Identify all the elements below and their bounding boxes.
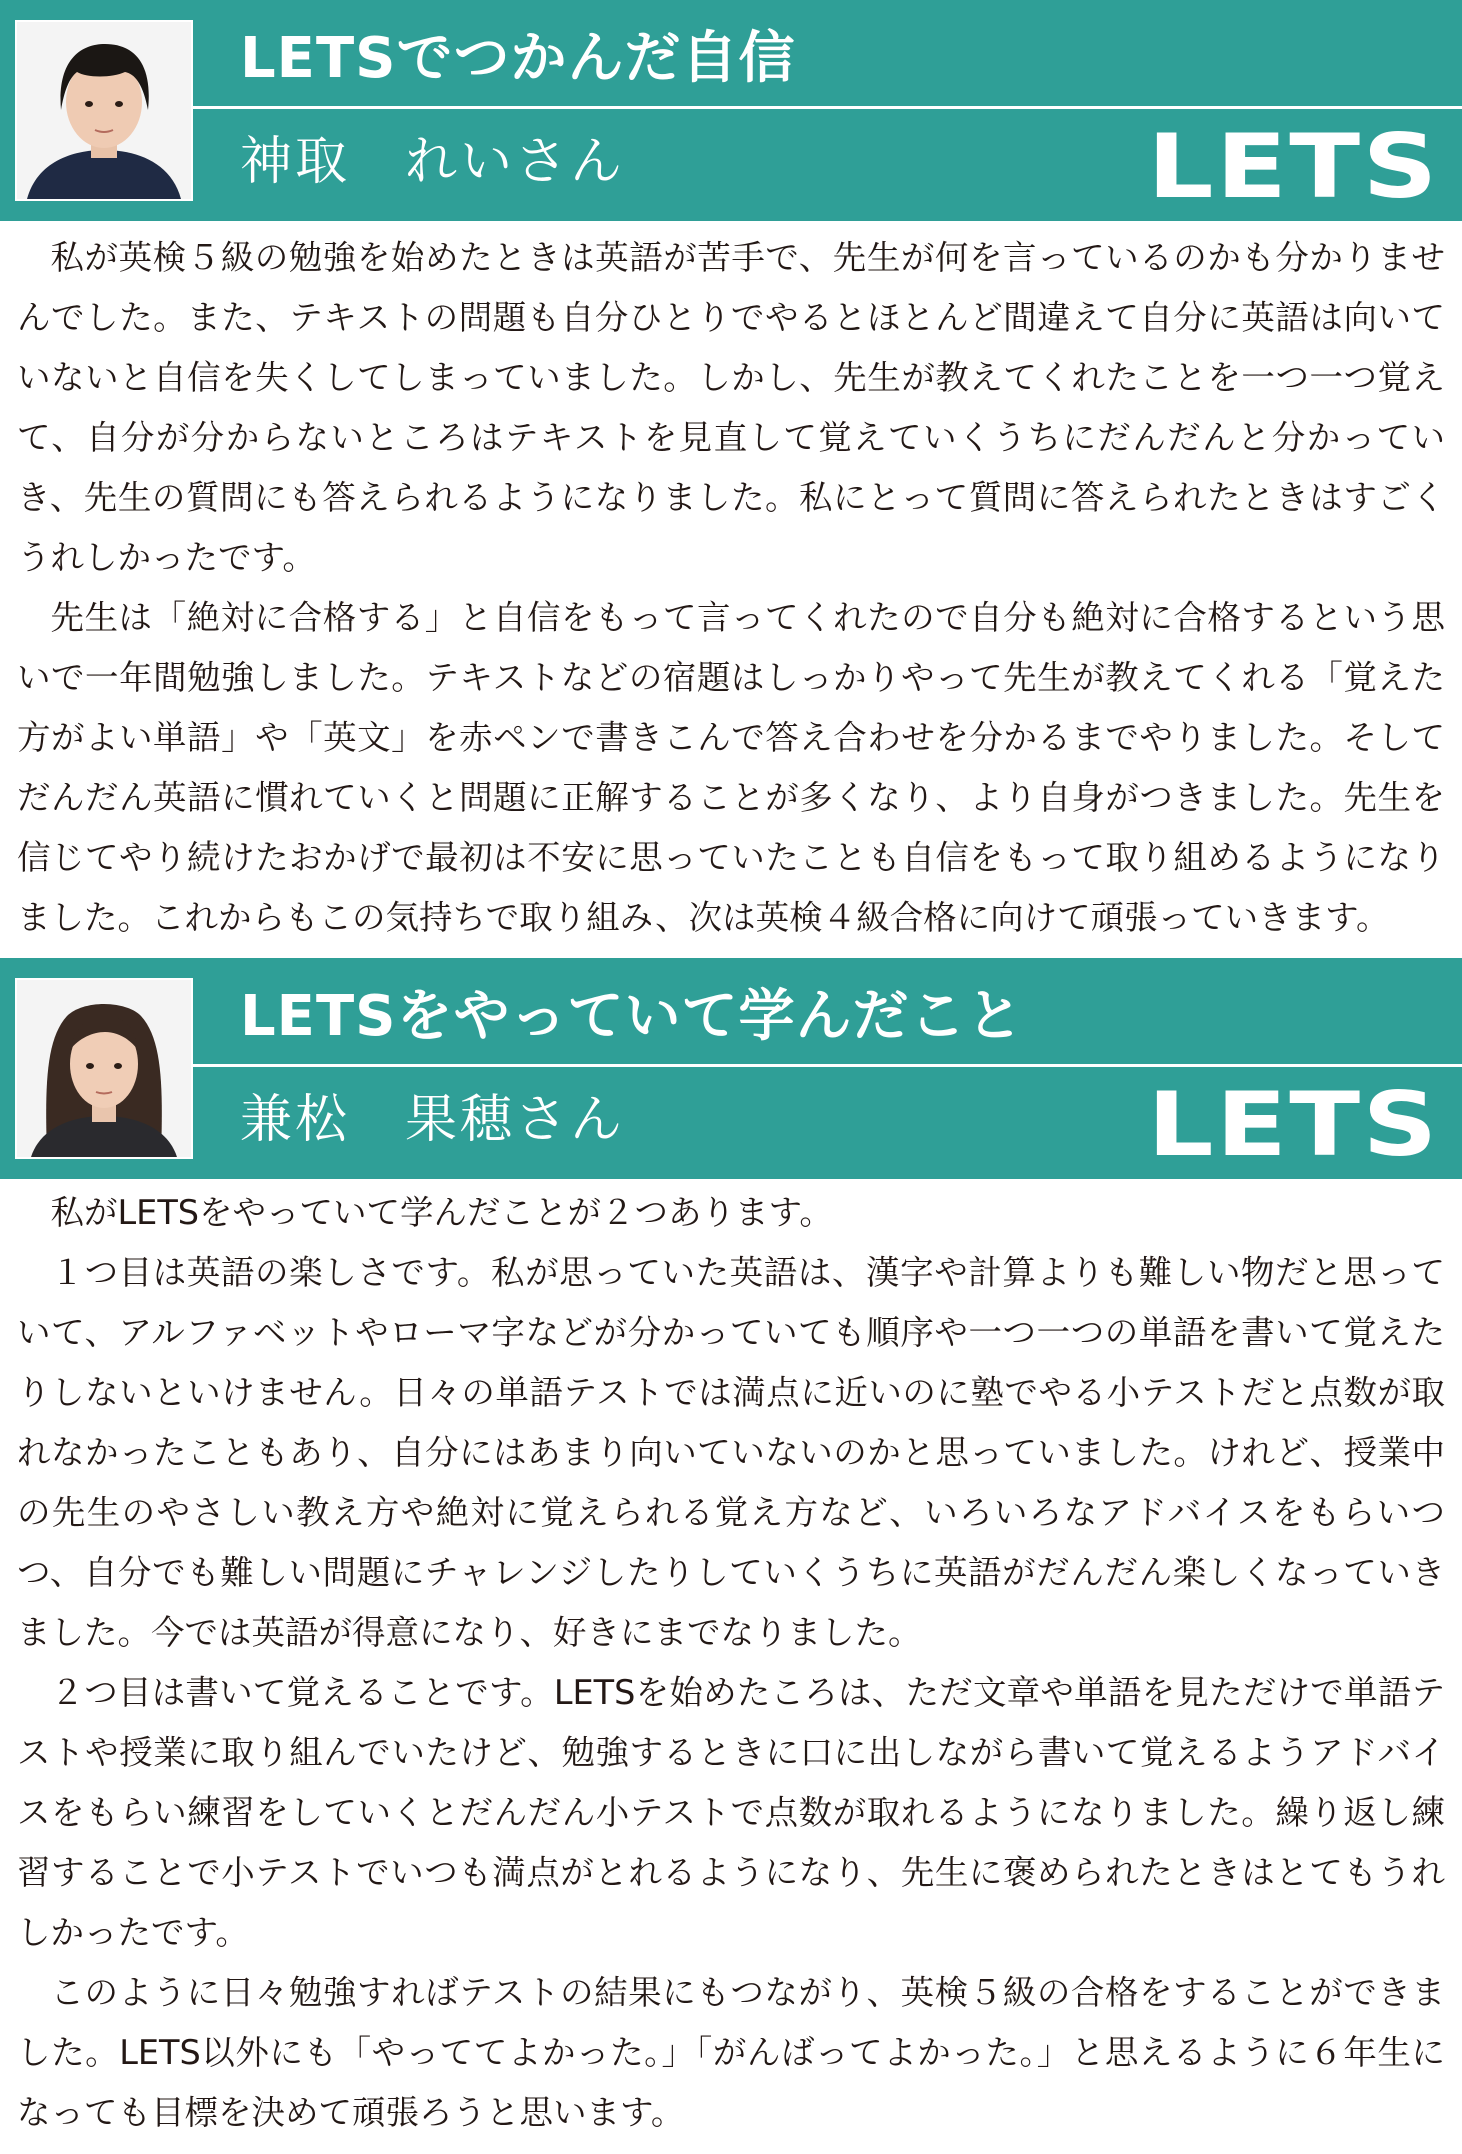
section-banner bbox=[0, 958, 1462, 1179]
paragraph: １つ目は英語の楽しさです。私が思っていた英語は、漢字や計算よりも難しい物だと思っていて、アルファベットやローマ字などが分かっていても順序や一つ一つの単語を書いて覚えたりしないといけません。日々の単語テストでは満点に近いのに塾でやる小テストだと点数が取れなかったこともあり、自分にはあまり向いていないのかと思っていました。けれど、授業中の先生のやさしい教え方や絶対に覚えられる覚え方など、いろいろなアドバイスをもらいつつ、自分でも難しい問題にチャレンジしたりしていくうちに英語がだんだん楽しくなっていきました。今では英語が得意になり、好きにまでなりました。 bbox=[17, 1253, 1446, 1652]
student-portrait-icon bbox=[17, 22, 191, 199]
testimonial-section-2 bbox=[0, 958, 1462, 2132]
testimonial-body bbox=[17, 1183, 1445, 2143]
paragraph: 私がLETSをやっていて学んだことが２つあります。 bbox=[50, 1193, 833, 1232]
lets-logo: LETS bbox=[1147, 1073, 1440, 1176]
testimonial-body bbox=[17, 228, 1445, 948]
student-photo bbox=[15, 20, 193, 201]
student-photo bbox=[15, 978, 193, 1159]
banner-divider-line bbox=[193, 106, 1462, 109]
paragraph: 私が英検５級の勉強を始めたときは英語が苦手で、先生が何を言っているのかも分かりませんでした。また、テキストの問題も自分ひとりでやるとほとんど間違えて自分に英語は向いていないと自信を失くしてしまっていました。しかし、先生が教えてくれたことを一つ一つ覚えて、自分が分からないところはテキストを見直して覚えていくうちにだんだんと分かっていき、先生の質問にも答えられるようになりました。私にとって質問に答えられたときはすごくうれしかったです。 bbox=[17, 238, 1446, 577]
banner-divider-line bbox=[193, 1064, 1462, 1067]
student-portrait-icon bbox=[17, 980, 191, 1157]
section-banner bbox=[0, 0, 1462, 221]
testimonial-section-1 bbox=[0, 0, 1462, 937]
section-title: LETSをやっていて学んだこと bbox=[240, 984, 1024, 1049]
student-name: 兼松 果穂さん bbox=[240, 1090, 626, 1150]
lets-logo: LETS bbox=[1147, 115, 1440, 218]
section-title: LETSでつかんだ自信 bbox=[240, 26, 796, 91]
student-name: 神取 れいさん bbox=[240, 132, 626, 192]
paragraph: 先生は「絶対に合格する」と自信をもって言ってくれたので自分も絶対に合格するという思いで一年間勉強しました。テキストなどの宿題はしっかりやって先生が教えてくれる「覚えた方がよい単語」や「英文」を赤ペンで書きこんで答え合わせを分かるまでやりました。そしてだんだん英語に慣れていくと問題に正解することが多くなり、より自身がつきました。先生を信じてやり続けたおかげで最初は不安に思っていたことも自信をもって取り組めるようになりました。これからもこの気持ちで取り組み、次は英検４級合格に向けて頑張っていきます。 bbox=[17, 598, 1445, 937]
paragraph: このように日々勉強すればテストの結果にもつながり、英検５級の合格をすることができました。LETS以外にも「やっててよかった。」「がんばってよかった。」と思えるように６年生になっても目標を決めて頑張ろうと思います。 bbox=[17, 1973, 1445, 2132]
paragraph: ２つ目は書いて覚えることです。LETSを始めたころは、ただ文章や単語を見ただけで単語テストや授業に取り組んでいたけど、勉強するときに口に出しながら書いて覚えるようアドバイスをもらい練習をしていくとだんだん小テストで点数が取れるようになりました。繰り返し練習することで小テストでいつも満点がとれるようになり、先生に褒められたときはとてもうれしかったです。 bbox=[17, 1673, 1445, 1952]
